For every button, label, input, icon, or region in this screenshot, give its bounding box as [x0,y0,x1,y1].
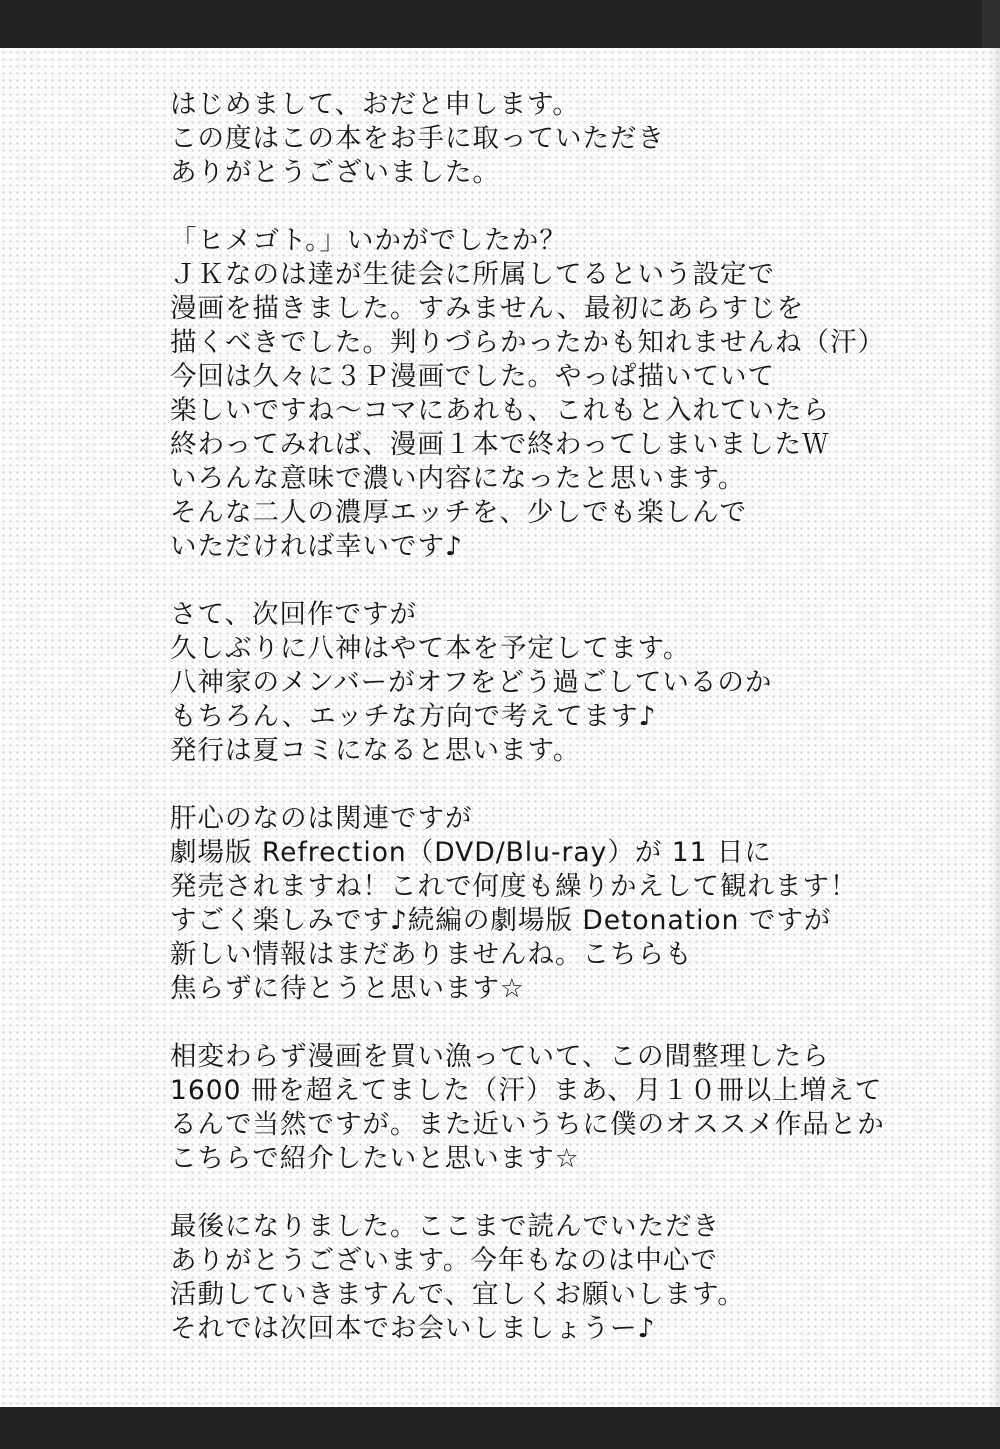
text-line: そんな二人の濃厚エッチを、少しでも楽しんで [170,497,747,528]
text-line: るんで当然ですが。また近いうちに僕のオススメ作品とか [170,1109,885,1140]
text-line: もちろん、エッチな方向で考えてます♪ [170,701,657,732]
text-line: それでは次回本でお会いしましょうー♪ [170,1313,656,1344]
afterword-text-block [170,88,930,1380]
text-line: すごく楽しみです♪続編の劇場版 Detonation ですが [170,905,832,936]
text-line: 相変わらず漫画を買い漁っていて、この間整理したら [170,1041,830,1072]
paragraph-manga-collection [170,1040,930,1176]
text-line: さて、次回作ですが [170,599,417,630]
text-line: 肝心のなのは関連ですが [170,803,473,834]
paragraph-greeting [170,88,930,190]
paragraph-movie-news [170,802,930,1006]
text-line: 楽しいですね～コマにあれも、これもと入れていたら [170,395,830,426]
text-line: ＪＫなのは達が生徒会に所属してるという設定で [170,259,775,290]
text-line: この度はこの本をお手に取っていただき [170,123,665,154]
bottom-border-bar [0,1407,1000,1449]
text-line: 今回は久々に３Ｐ漫画でした。やっぱ描いていて [170,361,775,392]
text-line: 焦らずに待とうと思います☆ [170,973,525,1004]
text-line: 1600 冊を超えてました（汗）まあ、月１０冊以上増えて [170,1075,883,1106]
paragraph-book-comment [170,224,930,564]
text-line: 発行は夏コミになると思います。 [170,735,581,766]
text-line: 久しぶりに八神はやて本を予定してます。 [170,633,691,664]
text-line: はじめまして、おだと申します。 [170,89,580,120]
text-line: 漫画を描きました。すみません、最初にあらすじを [170,293,805,324]
text-line: 劇場版 Refrection（DVD/Blu-ray）が 11 日に [170,837,772,868]
text-line: こちらで紹介したいと思います☆ [170,1143,580,1174]
paragraph-closing [170,1210,930,1346]
text-line: ありがとうございました。 [170,157,500,188]
text-line: 描くべきでした。判りづらかったかも知れませんね（汗） [170,327,885,358]
text-line: 最後になりました。ここまで読んでいただき [170,1211,720,1242]
text-line: ありがとうございます。今年もなのは中心で [170,1245,718,1276]
text-line: 活動していきますんで、宜しくお願いします。 [170,1279,745,1310]
text-line: 発売されますね！これで何度も繰りかえして観れます！ [170,871,858,902]
paragraph-next-work [170,598,930,768]
text-line: いただければ幸いです♪ [170,531,463,562]
text-line: 八神家のメンバーがオフをどう過ごしているのか [170,667,773,698]
text-line: 新しい情報はまだありませんね。こちらも [170,939,693,970]
text-line: いろんな意味で濃い内容になったと思います。 [170,463,746,494]
top-border-bar [0,0,1000,48]
text-line: 終わってみれば、漫画１本で終わってしまいましたＷ [170,429,830,460]
page-edge-shadow [990,48,1000,1407]
text-line: 「ヒメゴト。」いかがでしたか？ [170,225,567,256]
